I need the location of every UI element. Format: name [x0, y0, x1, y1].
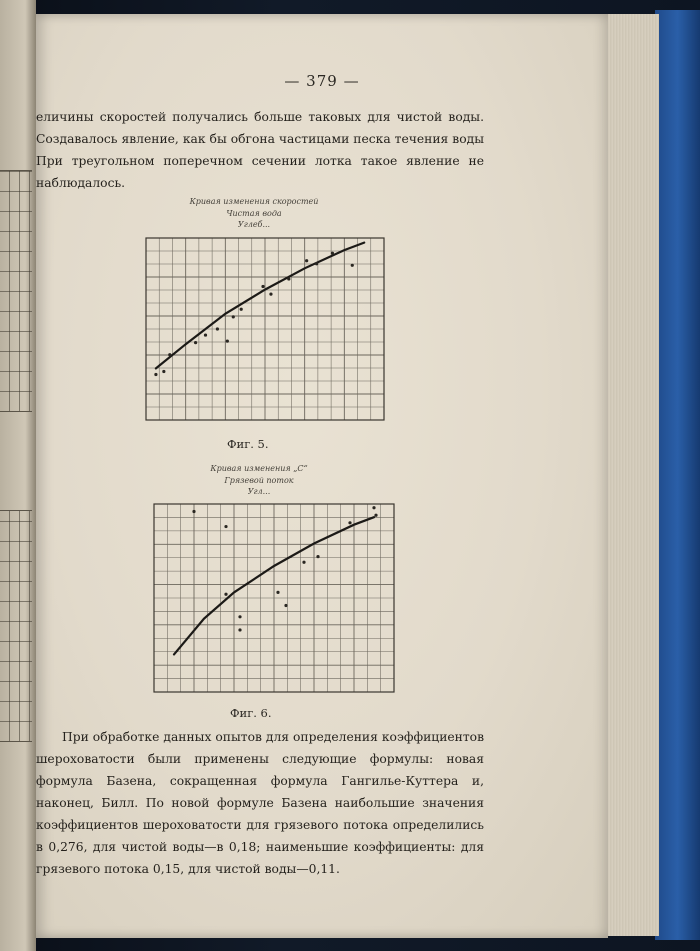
- figure-6-title-3: Угл...: [247, 487, 271, 496]
- previous-page-chart-bottom: [0, 510, 32, 742]
- data-point: [194, 341, 197, 344]
- grid: [154, 504, 394, 692]
- data-point: [269, 293, 272, 296]
- data-point: [315, 262, 318, 265]
- figure-6-caption: Фиг. 6.: [230, 706, 272, 720]
- data-point: [238, 628, 241, 631]
- data-point: [192, 510, 195, 513]
- data-point: [372, 506, 375, 509]
- paragraph-bottom: При обработке данных опытов для определения коэффициентов шероховатости были применены следующие формулы: новая формула Базена, сокращенная формула Гангилье-Куттера и, наконец, Билл. По новой формуле Базена наибольшие значения коэффициентов шероховатости для грязевого потока определились в 0,276, для чистой воды—в 0,18; наименьшие коэффициенты: для грязевого потока 0,15, для чистой воды—0,11.: [36, 730, 484, 876]
- figure-5-title-1: Кривая изменения скоростей: [189, 197, 319, 206]
- previous-page-edge: [0, 0, 36, 951]
- data-point: [162, 370, 165, 373]
- figure-6-chart: [104, 496, 414, 726]
- figure-5-title-3: Углеб...: [237, 220, 271, 229]
- paragraph-top: еличины скоростей получались больше таковых для чистой воды. Создавалось явление, как бы обгона частицами песка течения воды При треугольном поперечном сечении лотка такое явление не наблюдалось.: [36, 110, 484, 190]
- data-point: [276, 591, 279, 594]
- data-point: [348, 521, 351, 524]
- data-point: [168, 353, 171, 356]
- data-point: [302, 561, 305, 564]
- data-point: [316, 555, 319, 558]
- data-point: [216, 327, 219, 330]
- page-edges: [606, 14, 659, 936]
- data-point: [284, 604, 287, 607]
- figure-6: [104, 464, 414, 724]
- data-point: [224, 593, 227, 596]
- data-point: [232, 315, 235, 318]
- data-point: [374, 514, 377, 517]
- data-point: [154, 373, 157, 376]
- previous-page-chart-top: [0, 170, 32, 412]
- data-point: [226, 340, 229, 343]
- figure-5-caption: Фиг. 5.: [227, 437, 269, 451]
- data-point: [287, 277, 290, 280]
- data-point: [351, 264, 354, 267]
- figure-6-title-2: Грязевой поток: [224, 476, 294, 485]
- grid: [146, 238, 384, 420]
- data-point: [224, 525, 227, 528]
- figure-5-chart: [104, 230, 404, 445]
- figure-5-title-2: Чистая вода: [226, 209, 282, 218]
- data-point: [331, 252, 334, 255]
- book-page: [36, 14, 608, 938]
- data-point: [261, 285, 264, 288]
- data-point: [240, 308, 243, 311]
- fitted-curve: [156, 243, 364, 369]
- figure-5: [104, 197, 404, 457]
- book-cover-edge: [655, 10, 700, 940]
- data-point: [204, 333, 207, 336]
- data-point: [238, 615, 241, 618]
- page-number: — 379 —: [284, 72, 360, 90]
- data-point: [305, 259, 308, 262]
- figure-6-title-1: Кривая изменения „С“: [210, 464, 308, 473]
